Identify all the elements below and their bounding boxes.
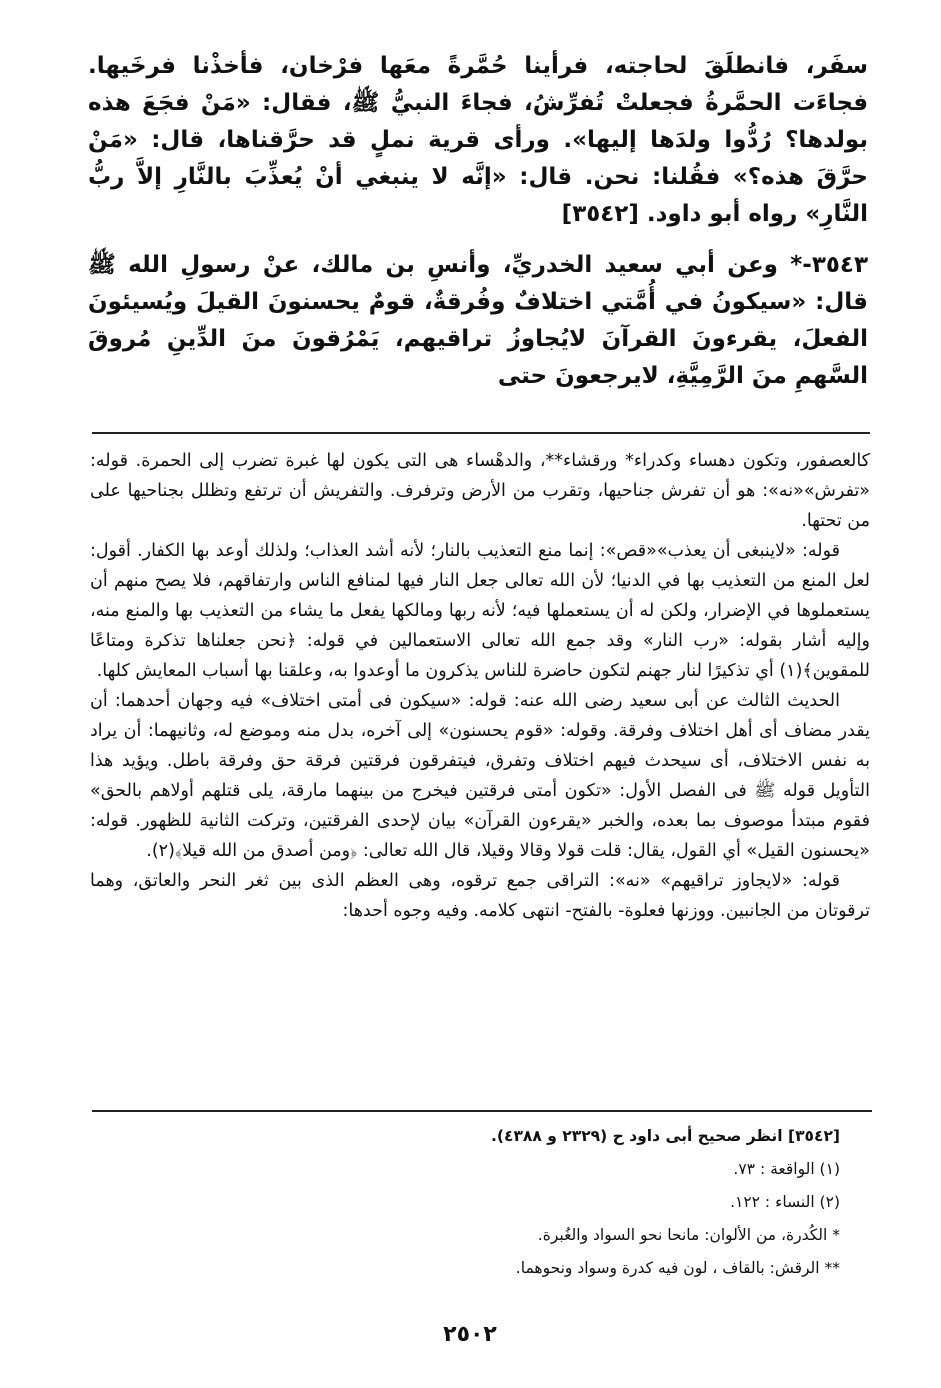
- footnote-divider: [92, 1110, 872, 1112]
- hadith-3542-text: سفَر، فانطلَقَ لحاجته، فرأينا حُمَّرةً معَها فرْخان، فأخذْنا فرخَيها. فجاءَت الحمَّرةُ فجعلتْ تُفرِّشُ، فجاءَ النبيُّ ﷺ، فقال: «مَنْ فجَعَ هذه بولدها؟ رُدُّوا ولدَها إليها». ورأى قرية نملٍ قد حرَّقناها، قال: «مَنْ حرَّقَ هذه؟» فقُلنا: نحن. قال: «إنَّه لا ينبغي أنْ يُعذِّبَ بالنَّارِ إلاَّ ربُّ النَّارِ» رواه أبو داود. [٣٥٤٢]: [88, 53, 868, 227]
- hadith-3543-text: ٣٥٤٣-* وعن أبي سعيد الخدريِّ، وأنسِ بن مالك، عنْ رسولِ الله ﷺ قال: «سيكونُ في أُمَّتي اختلافٌ وفُرقةٌ، قومٌ يحسنونَ القيلَ ويُسيئونَ الفعلَ، يقرءونَ القرآنَ لايُجاوزُ تراقيهم، يَمْرُقونَ منَ الدِّينِ مُروقَ السَّهمِ منَ الرَّمِيَّةِ، لايرجعونَ حتى: [88, 252, 868, 389]
- commentary-section: [90, 446, 870, 926]
- commentary-divider: [92, 432, 870, 434]
- footnote-star: * الكُدرة، من الألوان: مانحا نحو السواد والغُبرة.: [537, 1226, 840, 1244]
- footnotes-section: [440, 1120, 840, 1285]
- commentary-paragraph: كالعصفور، وتكون دهساء وكدراء* ورقشاء**، والدهْساء هى التى يكون لها غبرة تضرب إلى الحمرة. قوله: «تفرش»«نه»: هو أن تفرش جناحيها، وتقرب من الأرض وترفرف. والتفريش أن ترتفع وتظلل بجناحيها على من تحتها.: [90, 451, 870, 531]
- commentary-paragraph: قوله: «لايجاوز تراقيهم» «نه»: التراقى جمع ترقوه، وهى العظم الذى بين ثغر النحر والعاتق، وهما ترقوتان من الجانبين. ووزنها فعلوة- بالفتح- انتهى كلامه. وفيه وجوه أحدها:: [90, 871, 870, 921]
- footnote-1: (١) الواقعة : ٧٣.: [733, 1160, 840, 1178]
- footnote-double-star: ** الرقش: بالقاف ، لون فيه كدرة وسواد ونحوهما.: [515, 1259, 840, 1277]
- footnote-reference: [٣٥٤٢] انظر صحيح أبى داود ح (٢٣٢٩ و ٤٣٨٨).: [491, 1127, 840, 1145]
- footnote-2: (٢) النساء : ١٢٢.: [730, 1193, 840, 1211]
- commentary-paragraph: قوله: «لاينبغى أن يعذب»«قص»: إنما منع التعذيب بالنار؛ لأنه أشد العذاب؛ ولذلك أوعد بها الكفار. أقول: لعل المنع من التعذيب بها في الدنيا؛ لأن الله تعالى جعل النار فيها لمنافع الناس وارتفاقهم، فلا يصح منهم أن يستعملوها في الإضرار، ولكن له أن يستعملها فيه؛ لأنه ربها ومالكها يفعل ما يشاء من التعذيب بها والمنع منه، وإليه أشار بقوله: «رب النار» وقد جمع الله تعالى الاستعمالين في قوله: ﴿نحن جعلناها تذكرة ومتاعًا للمقوين﴾(١) أي تذكيرًا لنار جهنم لتكون حاضرة للناس يذكرون ما أوعدوا به، وعلقنا بها أسباب المعايش كلها.: [90, 541, 870, 681]
- commentary-paragraph: الحديث الثالث عن أبى سعيد رضى الله عنه: قوله: «سيكون فى أمتى اختلاف» فيه وجهان أحدهما: أن يقدر مضاف أى أهل اختلاف وفرقة. وقوله: «قوم يحسنون» إلى آخره، بدل منه وموضع له، وثانيهما: أن يراد به نفس الاختلاف، أى سيحدث فيهم اختلاف وتفرق، فيتفرقون فرقتين فرقة حق وفرقة باطل. ويؤيد هذا التأويل قوله ﷺ فى الفصل الأول: «تكون أمتى فرقتين فيخرج من بينهما مارقة، يلى قتلهم أولاهم بالحق» فقوم مبتدأ موصوف بما بعده، والخبر «يقرءون القرآن» بيان لإحدى الفرقتين، وتركت الثانية للظهور. قوله: «يحسنون القيل» أي القول، يقال: قلت قولا وقالا وقيلا، قال الله تعالى: ﴿ومن أصدق من الله قيلا﴾(٢).: [90, 691, 870, 861]
- page-number: ٢٥٠٢: [443, 1322, 497, 1347]
- main-text: [88, 48, 868, 395]
